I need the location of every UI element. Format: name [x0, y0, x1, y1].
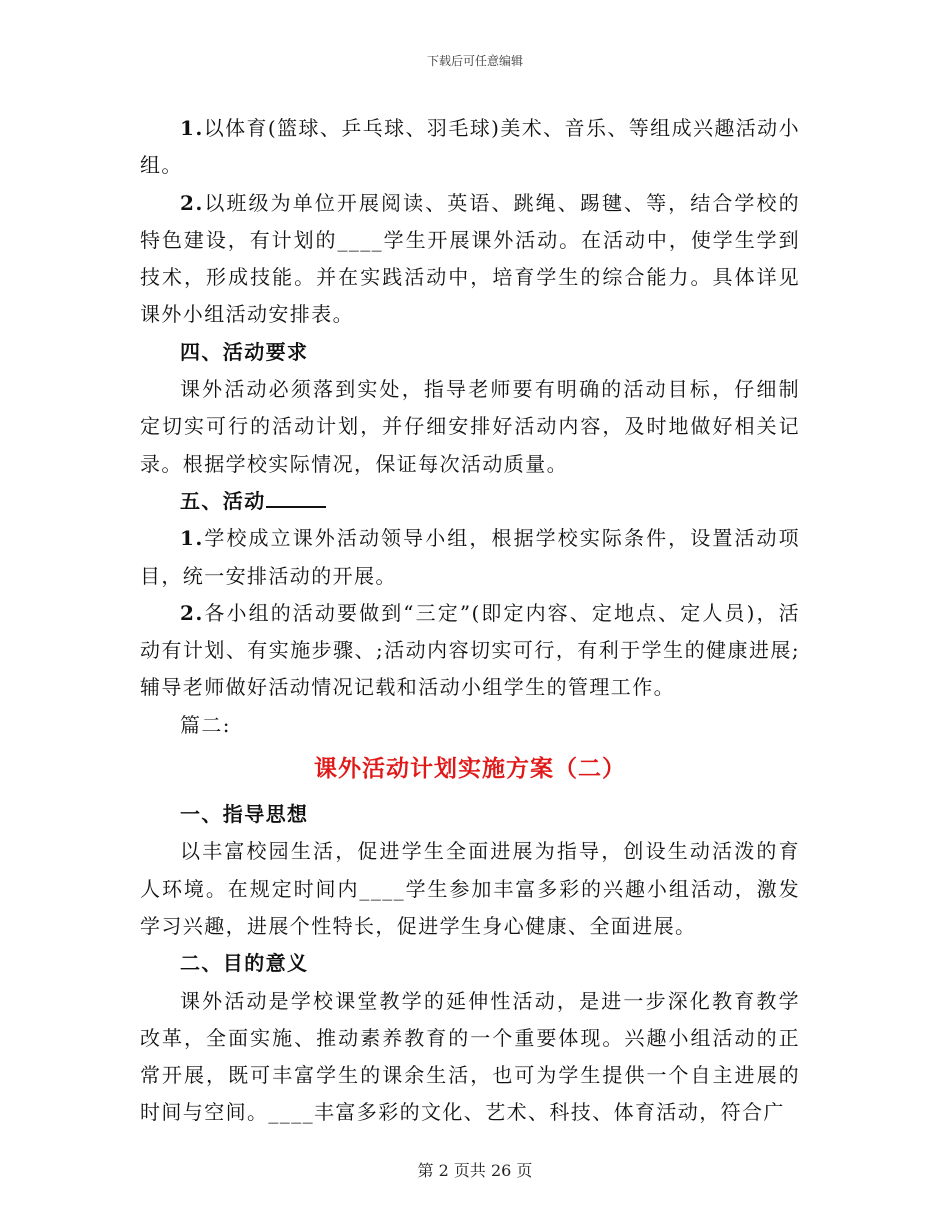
item-number: 1.: [180, 116, 204, 140]
paragraph-text: 以体育(篮球、乒乓球、羽毛球)美术、音乐、等组成兴趣活动小组。: [140, 116, 800, 178]
page-footer: 第 2 页共 26 页: [417, 1161, 533, 1180]
item-number: 2.: [180, 600, 204, 625]
paragraph-text: 各小组的活动要做到“三定”(即定内容、定地点、定人员)，活动有计划、有实施步骤、;活动内容切实可行，有利于学生的健康进展;辅导老师做好活动情况记载和活动小组学生的管理工作。: [140, 600, 800, 700]
item-number: 2.: [180, 190, 204, 215]
item-number: 1.: [180, 526, 204, 551]
paragraph-guiding-ideology: 以丰富校园生活，促进学生全面进展为指导，创设生动活泼的育人环境。在规定时间内____学生参加丰富多彩的兴趣小组活动，激发学习兴趣，进展个性特长，促进学生身心健康、全面进展。: [140, 839, 800, 938]
paragraph-item-2: [140, 185, 800, 334]
paragraph-item-1: [140, 110, 800, 185]
heading-purpose: 二、目的意义: [180, 951, 309, 976]
paragraph-part-two: 篇二:: [180, 712, 231, 737]
page-header: 下载后可任意编辑: [426, 54, 523, 68]
heading-activity-blank: [140, 483, 800, 520]
paragraph-text: 以班级为单位开展阅读、英语、跳绳、踢毽、等，结合学校的特色建设，有计划的____学生开展课外活动。在活动中，使学生学到技术，形成技能。并在实践活动中，培育学生的综合能力。具体详见课外小组活动安排表。: [140, 190, 800, 327]
fill-in-blank-line: [266, 505, 326, 508]
heading-activity-requirements: 四、活动要求: [180, 339, 309, 364]
section-title: 课外活动计划实施方案（二）: [314, 755, 626, 783]
document-body: [140, 110, 800, 1132]
paragraph-item-4: [140, 595, 800, 707]
paragraph-requirements: 课外活动必须落到实处，指导老师要有明确的活动目标，仔细制定切实可行的活动计划，并仔细安排好活动内容，及时地做好相关记录。根据学校实际情况，保证每次活动质量。: [140, 377, 800, 476]
paragraph-item-3: [140, 520, 800, 595]
paragraph-purpose: 课外活动是学校课堂教学的延伸性活动，是进一步深化教育教学改革，全面实施、推动素养教育的一个重要体现。兴趣小组活动的正常开展，既可丰富学生的课余生活，也可为学生提供一个自主进展的时间与空间。____丰富多彩的文化、艺术、科技、体育活动，符合广: [140, 988, 800, 1125]
paragraph-text: 学校成立课外活动领导小组，根据学校实际条件，设置活动项目，统一安排活动的开展。: [140, 526, 800, 588]
heading-guiding-ideology: 一、指导思想: [180, 802, 309, 827]
heading-text: 五、活动: [180, 488, 266, 513]
